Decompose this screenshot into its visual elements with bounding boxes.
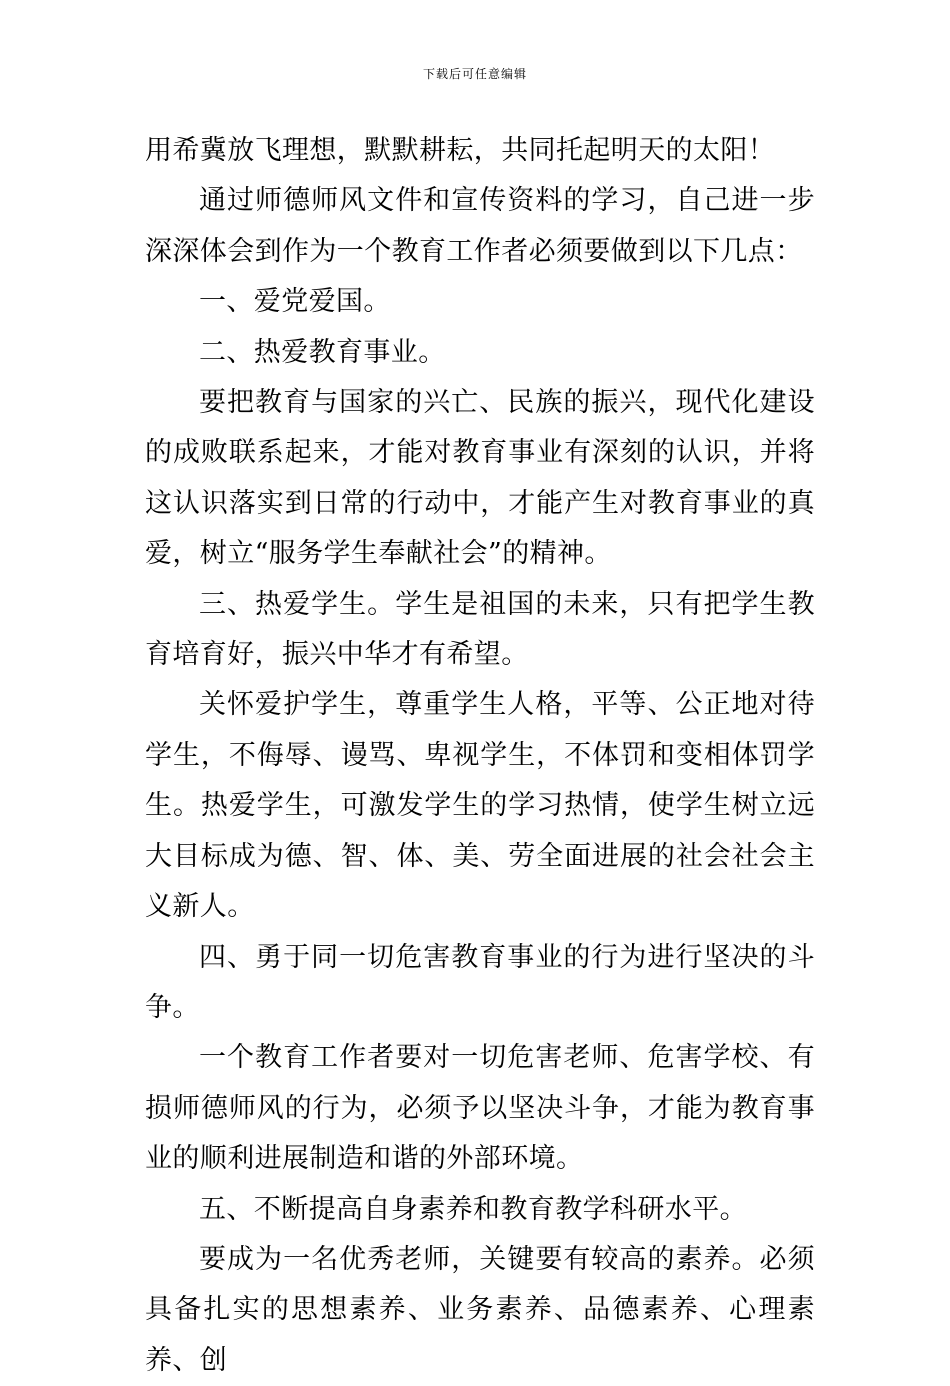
paragraph: 要把教育与国家的兴亡、民族的振兴，现代化建设的成败联系起来，才能对教育事业有深刻的认识，并将这认识落实到日常的行动中，才能产生对教育事业的真爱，树立“服务学生奉献社会”的精神。 xyxy=(145,387,815,570)
list-heading-1: 一、爱党爱国。 xyxy=(199,286,391,318)
paragraph: 关怀爱护学生，尊重学生人格，平等、公正地对待学生，不侮辱、谩骂、卑视学生，不体罚和变相体罚学生。热爱学生，可激发学生的学习热情，使学生树立远大目标成为德、智、体、美、劳全面进展的社会社会主义新人。 xyxy=(145,689,815,923)
list-heading-2: 二、热爱教育事业。 xyxy=(199,336,446,368)
paragraph: 要成为一名优秀老师，关键要有较高的素养。必须具备扎实的思想素养、业务素养、品德素养、心理素养、创 xyxy=(145,1243,815,1376)
list-heading-3: 三、热爱学生。学生是祖国的未来，只有把学生教育培育好，振兴中华才有希望。 xyxy=(145,588,815,671)
page-header: 下载后可任意编辑 xyxy=(422,67,527,81)
paragraph: 一个教育工作者要对一切危害老师、危害学校、有损师德师风的行为，必须予以坚决斗争，才能为教育事业的顺利进展制造和谐的外部环境。 xyxy=(145,1042,815,1175)
document-body xyxy=(145,126,815,1386)
paragraph: 用希冀放飞理想，默默耕耘，共同托起明天的太阳！ xyxy=(145,135,776,166)
list-heading-4: 四、勇于同一切危害教育事业的行为进行坚决的斗争。 xyxy=(145,941,815,1023)
paragraph: 通过师德师风文件和宣传资料的学习，自己进一步深深体会到作为一个教育工作者必须要做到以下几点： xyxy=(145,185,815,267)
list-heading-5: 五、不断提高自身素养和教育教学科研水平。 xyxy=(199,1193,747,1225)
